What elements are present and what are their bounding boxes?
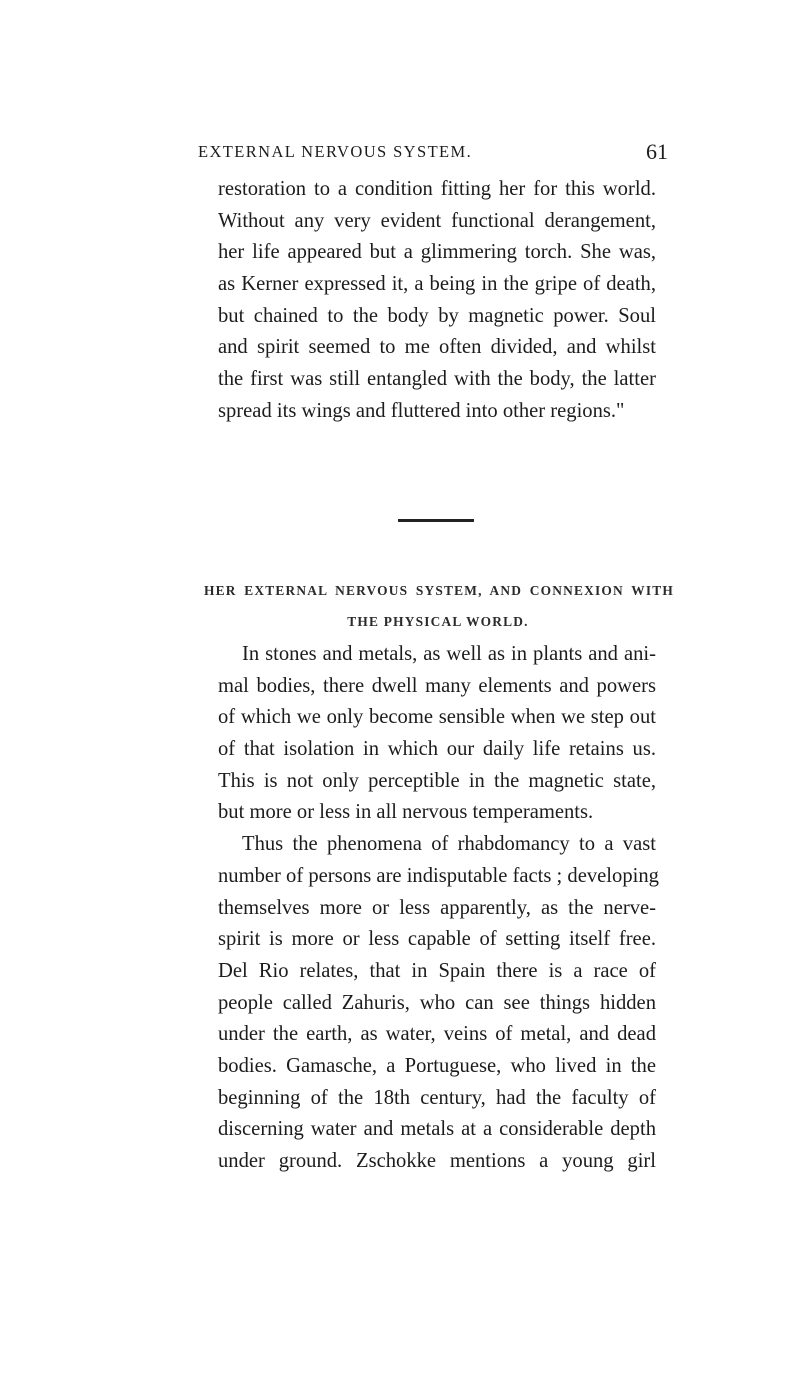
text-line: This is not only perceptible in the magnetic state, [218,769,656,792]
text-line: mal bodies, there dwell many elements and powers [218,674,656,697]
text-line: but chained to the body by magnetic power. Soul [218,304,656,327]
text-line: Thus the phenomena of rhabdomancy to a vast [242,833,656,856]
running-title: EXTERNAL NERVOUS SYSTEM. [198,142,473,161]
text-line: themselves more or less apparently, as the nerve- [218,896,656,919]
text-line: as Kerner expressed it, a being in the gripe of death, [218,273,656,296]
text-line: people called Zahuris, who can see things hidden [218,991,656,1014]
section-heading-line-1: HER EXTERNAL NERVOUS SYSTEM, AND CONNEXION WITH [204,583,674,598]
text-line: under the earth, as water, veins of metal, and dead [218,1023,656,1046]
text-line: Without any very evident functional derangement, [218,209,656,232]
text-line: restoration to a condition fitting her for this world. [218,178,656,200]
text-line: spread its wings and fluttered into other regions." [218,399,625,422]
text-line: Del Rio relates, that in Spain there is a race of [218,959,656,982]
text-line: under ground. Zschokke mentions a young girl [218,1150,656,1172]
text-line: bodies. Gamasche, a Portuguese, who lived in the [218,1054,656,1077]
page-number: 61 [646,139,668,164]
text-line: number of persons are indisputable facts ; developing [218,864,659,887]
text-line: In stones and metals, as well as in plants and ani- [242,643,656,665]
text-line: spirit is more or less capable of setting itself free. [218,928,656,951]
section-divider [398,519,474,522]
body-paragraph [218,639,659,1178]
text-line: of that isolation in which our daily life retains us. [218,738,656,761]
running-head [198,139,668,166]
text-line: but more or less in all nervous temperaments. [218,801,594,824]
text-line: discerning water and metals at a considerable depth [218,1118,656,1141]
text-line: and spirit seemed to me often divided, and whilst [218,336,656,359]
text-line: of which we only become sensible when we step out [218,706,656,729]
text-line: beginning of the 18th century, had the faculty of [218,1086,656,1109]
opening-paragraph [218,174,656,428]
section-heading-line-2: THE PHYSICAL WORLD. [347,614,529,629]
text-line: her life appeared but a glimmering torch. She was, [218,241,656,264]
text-line: the first was still entangled with the body, the latter [218,368,656,391]
